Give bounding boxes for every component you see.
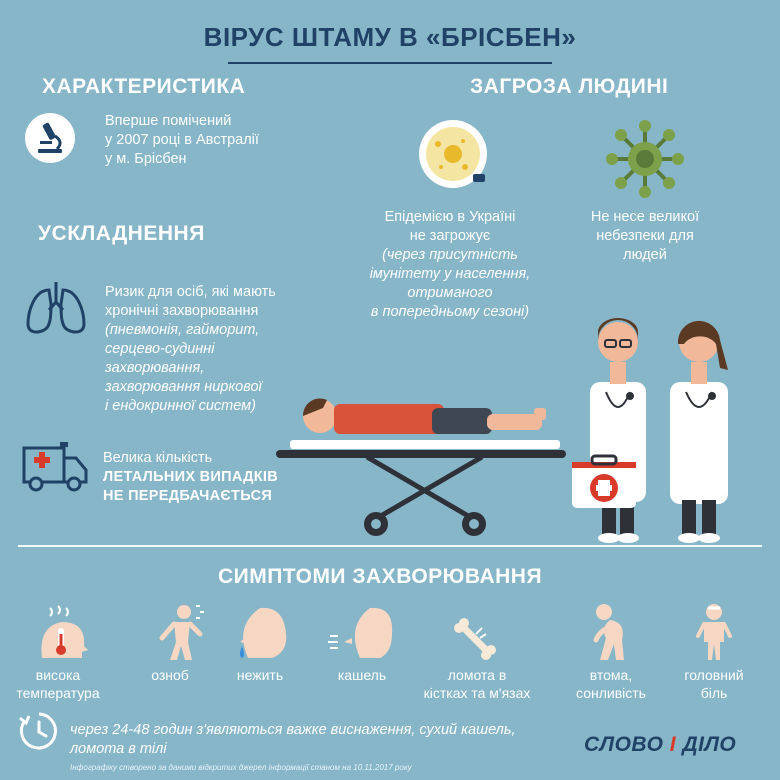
symptom-fatigue-label: [566, 666, 656, 702]
title-underline: [228, 62, 552, 64]
bone-icon: [452, 616, 498, 662]
brand-logo: [584, 733, 736, 757]
fatal-line: Велика кількість: [103, 450, 213, 466]
threat-right-line: людей: [623, 247, 667, 263]
risk-note: і ендокринної систем): [105, 398, 256, 414]
threat-left-line: Епідемією в Україні: [384, 209, 516, 225]
symptom-label-line: ломота в: [447, 667, 507, 683]
symptom-cough-label: [322, 666, 402, 684]
risk-note: захворювання,: [105, 360, 205, 376]
symptom-label-line: біль: [700, 685, 728, 701]
symptom-label-line: температура: [16, 685, 100, 701]
symptom-label-line: кістках та м'язах: [423, 685, 531, 701]
symptom-runny-nose-label: [220, 666, 300, 684]
logo-part: ДІЛО: [682, 733, 737, 756]
lungs-icon: [24, 278, 88, 336]
threat-left-note: імунітету у населення,: [369, 266, 531, 282]
symptom-label-line: сонливість: [576, 685, 646, 701]
threat-left-note: (через присутність: [382, 247, 518, 263]
symptom-chills-label: [130, 666, 210, 684]
symptom-label-line: втома,: [589, 667, 633, 683]
threat-heading: ЗАГРОЗА ЛЮДИНІ: [470, 75, 669, 98]
source-footnote: Інфографіку створено за даними відкритих джерел інформації станом на 10.11.2017 року: [70, 763, 412, 772]
doctor-figure: [590, 318, 646, 543]
headache-icon: [694, 600, 734, 662]
ambulance-icon: [20, 440, 90, 494]
symptom-cough: [326, 600, 396, 662]
symptom-aches-label: [412, 666, 542, 702]
symptom-label-line: нежить: [236, 667, 284, 683]
characteristic-heading: ХАРАКТЕРИСТИКА: [42, 75, 246, 98]
symptom-headache: [694, 600, 734, 662]
fatal-bold-line: ЛЕТАЛЬНИХ ВИПАДКІВ: [103, 469, 279, 485]
symptom-aches: [452, 616, 498, 662]
logo-part: І: [669, 733, 677, 756]
thermometer-head-icon: [28, 600, 112, 662]
risk-note: (пневмонія, гайморит,: [105, 322, 260, 338]
page-title: ВІРУС ШТАМУ В «БРІСБЕН»: [203, 22, 577, 52]
symptom-label-line: головний: [684, 667, 744, 683]
symptom-label-line: озноб: [151, 667, 189, 683]
cough-icon: [326, 600, 396, 662]
petri-dish-icon: [405, 112, 495, 192]
nurse-figure: [670, 321, 728, 543]
symptom-headache-label: [672, 666, 756, 702]
logo-part: СЛОВО: [584, 733, 664, 756]
symptom-fever: [28, 600, 112, 662]
symptom-label-line: кашель: [337, 667, 387, 683]
threat-right-line: Не несе великої: [590, 209, 700, 225]
timeline-line: ломота в тілі: [70, 741, 167, 757]
threat-left-text: [355, 208, 545, 322]
timeline-line: через 24-48 годин з'являються важке виснаження, сухий кашель,: [70, 722, 516, 738]
virus-icon: [604, 118, 686, 200]
characteristic-text: [105, 112, 345, 169]
runny-nose-icon: [228, 600, 292, 662]
stretcher-icon: [276, 440, 566, 536]
chills-icon: [150, 600, 210, 662]
risk-note: серцево-судинні: [105, 341, 215, 357]
patient-figure: [303, 398, 546, 434]
symptom-fever-label: [8, 666, 108, 702]
clock-icon: [18, 710, 60, 752]
symptom-fatigue: [586, 600, 636, 662]
threat-right-text: [570, 208, 720, 265]
risk-note: захворювання ниркової: [105, 379, 262, 395]
stretcher-illustration: [272, 312, 752, 544]
symptom-chills: [150, 600, 210, 662]
complications-heading: УСКЛАДНЕННЯ: [38, 222, 205, 245]
tired-icon: [586, 600, 636, 662]
threat-left-line: не загрожує: [409, 228, 491, 244]
symptoms-heading: СИМПТОМИ ЗАХВОРЮВАННЯ: [217, 565, 543, 588]
characteristic-line: у 2007 році в Австралії: [105, 132, 259, 148]
characteristic-line: Вперше помічений: [105, 113, 232, 129]
microscope-icon: [24, 112, 76, 164]
threat-left-note: в попередньому сезоні): [370, 304, 530, 320]
risk-line: Ризик для осіб, які мають: [105, 284, 276, 300]
risk-line: хронічні захворювання: [105, 303, 259, 319]
symptom-label-line: висока: [35, 667, 81, 683]
characteristic-line: у м. Брісбен: [105, 151, 187, 167]
medkit-icon: [572, 456, 636, 508]
section-divider: [18, 545, 762, 547]
threat-right-line: небезпеки для: [596, 228, 694, 244]
symptom-runny-nose: [228, 600, 292, 662]
timeline-text: [70, 721, 550, 759]
threat-left-note: отриманого: [407, 285, 493, 301]
fatal-bold-line: НЕ ПЕРЕДБАЧАЄТЬСЯ: [103, 488, 273, 504]
